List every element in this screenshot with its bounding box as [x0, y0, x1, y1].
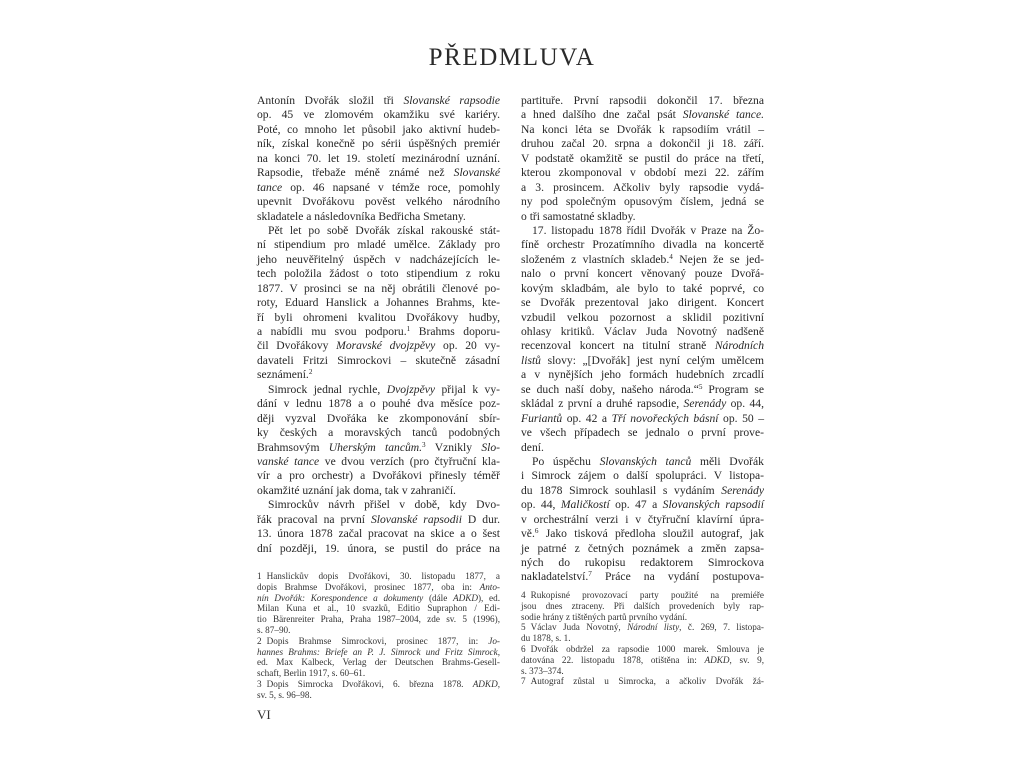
text-run: Hanslickův dopis Dvořákovi, 30. listopadu 1877, a — [266, 571, 500, 581]
footnote-number: 2 — [257, 635, 262, 646]
text-line — [521, 267, 764, 281]
italic-text-run: Dvojzpěvy — [386, 382, 436, 396]
text-run: dní později, 19. února, se pustil do práce na — [257, 541, 500, 555]
text-line — [521, 253, 764, 267]
text-line — [521, 296, 764, 310]
text-run: davateli Fritzi Simrockovi – skutečně zásadní — [257, 353, 500, 367]
italic-text-run: vanské tance — [257, 454, 320, 468]
footnote-number: 5 — [521, 622, 526, 633]
text-run: Po úspěchu — [532, 454, 600, 468]
text-line — [257, 123, 500, 137]
text-run: měli Dvořák — [691, 454, 764, 468]
text-run: ději vyzval Dvořáka ke zkomponování sbír- — [257, 411, 500, 425]
text-line — [257, 311, 500, 325]
text-run: schaft, Berlin 1917, s. 60–61. — [257, 668, 366, 679]
footnote — [257, 679, 500, 701]
text-line — [257, 94, 500, 108]
text-run: op. 44, — [521, 498, 561, 512]
text-run: Simrockův návrh přišel v době, kdy Dvo- — [268, 498, 500, 512]
italic-text-run: Moravské dvojzpěvy — [336, 339, 436, 353]
text-line — [257, 527, 500, 541]
text-line — [257, 195, 500, 209]
text-line — [521, 383, 764, 397]
text-run: ní stipendium pro mladé umělce. Základy pro — [257, 238, 500, 252]
text-line — [521, 455, 764, 469]
italic-text-run: nín Dvořák: Korespondence a dokumenty — [257, 592, 424, 603]
text-run: op. 20 vy- — [435, 339, 500, 353]
text-run: Milan Kuna et al., 10 svazků, Editio Supraphon / Edi- — [257, 603, 500, 614]
footnote — [257, 636, 500, 679]
italic-text-run: ADKD, — [472, 678, 500, 689]
text-run: dení. — [521, 440, 544, 454]
italic-text-run: Furiantů — [521, 411, 563, 425]
text-run: slovy: „[Dvořák] jest nyní celým umělcem — [540, 353, 764, 367]
footnote-reference: 3 — [422, 440, 426, 449]
footnote-reference: 4 — [669, 252, 673, 261]
paragraph — [521, 94, 764, 224]
text-line — [257, 441, 500, 455]
footnote-line — [521, 655, 764, 666]
text-line — [257, 383, 500, 397]
text-line — [257, 325, 500, 339]
text-run: ník, získal konečně po sérii úspěšných premiér — [257, 137, 500, 151]
footnote-line — [521, 612, 764, 623]
text-run: ky českých a moravských tanců podobných — [257, 426, 500, 440]
text-line — [521, 412, 764, 426]
text-line — [521, 108, 764, 122]
footnote-reference: 1 — [406, 325, 411, 334]
footnote-line — [521, 622, 764, 633]
text-line — [521, 152, 764, 166]
footnote-number: 7 — [521, 676, 526, 687]
text-run: datována 22. listopadu 1878, otištěna in: — [521, 654, 705, 665]
text-line — [257, 282, 500, 296]
text-run: složeném z vlastních skladeb. — [521, 252, 670, 266]
text-run: Dopis Simrocka Dvořákovi, 6. března 1878. — [266, 678, 473, 689]
text-run: druhou začal 20. srpna a dokončil ji 18. září. — [521, 137, 764, 151]
footnote-line — [257, 668, 500, 679]
footnote-reference: 6 — [534, 527, 539, 536]
text-run: vě. — [521, 527, 535, 541]
text-run: roty, Eduard Hanslick a Johannes Brahms, kte- — [257, 296, 500, 310]
text-run: V podstatě okamžitě se pustil do práce na třetí, — [521, 151, 764, 165]
text-line — [257, 267, 500, 281]
footnote — [257, 571, 500, 636]
footnote — [521, 676, 764, 687]
text-run: fíně orchestr Prozatímního divadla na koncertě — [521, 238, 764, 252]
text-line — [257, 238, 500, 252]
text-line — [521, 527, 764, 541]
text-run: dání v lednu 1878 a o pouhé dva měsíce poz- — [257, 397, 500, 411]
paragraph — [257, 383, 500, 499]
text-run: se duch naší doby, našeho národa.“ — [521, 382, 699, 396]
text-run: sv. 5, s. 96–98. — [257, 689, 312, 700]
italic-text-run: hannes Brahms: Briefe an P. J. Simrock und Fritz Simrock, — [257, 646, 500, 657]
text-line — [521, 210, 764, 224]
text-run: Dopis Brahmse Simrockovi, prosinec 1877, in: — [266, 635, 489, 646]
footnote-number: 1 — [257, 571, 262, 581]
footnotes-left-column — [257, 571, 500, 701]
text-run: 17. listopadu 1878 řídil Dvořák v Praze na Žo- — [532, 223, 764, 237]
text-line — [521, 542, 764, 556]
text-line — [521, 311, 764, 325]
footnote-line — [257, 657, 500, 668]
footnote-line — [257, 571, 500, 582]
text-run: tech položila žádost o toto stipendium z roku — [257, 267, 500, 281]
text-run: jeho neuvěřitelný úspěch v nadcházejících le- — [257, 252, 500, 266]
text-run: 1877. V prosinci se na něj obrátili členové po- — [257, 281, 500, 295]
footnote-reference: 5 — [698, 382, 703, 391]
text-line — [257, 253, 500, 267]
text-run: Na konci léta se Dvořák k rapsodiím vrátil – — [521, 122, 764, 136]
text-run: a hned dalšího dne začal psát — [521, 108, 683, 122]
text-run: se Dvořák prezentoval jako dirigent. Koncert — [521, 296, 764, 310]
paragraph — [521, 455, 764, 585]
text-run: Program se — [702, 382, 764, 396]
text-run: ), ed. — [478, 592, 500, 603]
footnote-line — [521, 676, 764, 687]
text-line — [257, 210, 500, 224]
text-line — [257, 484, 500, 498]
paragraph — [257, 498, 500, 556]
footnote-line — [521, 666, 764, 677]
footnote-line — [257, 603, 500, 614]
footnote-line — [521, 633, 764, 644]
text-run: kterou zkomponoval v období mezi 22. zářím — [521, 166, 764, 180]
text-run: ří byli ohromeni kvalitou Dvořákovy hudby, — [257, 310, 500, 324]
text-line — [521, 94, 764, 108]
text-run: Dvořák obdržel za rapsodie 1000 marek. Smlouva je — [530, 643, 764, 654]
text-line — [257, 542, 500, 556]
page-number: VI — [257, 707, 271, 722]
footnote-line — [257, 582, 500, 593]
text-run: řák pracoval na první — [257, 512, 371, 526]
text-line — [521, 354, 764, 368]
italic-text-run: Slovanské tance. — [682, 108, 764, 122]
footnote-number: 6 — [521, 643, 526, 654]
text-run: přijal k vy- — [435, 382, 500, 396]
footnote-number: 4 — [521, 590, 526, 600]
text-run: Autograf zůstal u Simrocka, a ačkoliv Dvořák žá- — [530, 676, 764, 687]
footnote — [521, 644, 764, 676]
text-line — [257, 339, 500, 353]
text-run: op. 45 ve zlomovém okamžiku své kariéry. — [257, 108, 500, 122]
italic-text-run: Národní listy — [627, 622, 680, 633]
text-line — [257, 498, 500, 512]
text-run: v orchestrální verzi i v čtyřruční klavírní úpra- — [521, 512, 764, 526]
text-run: na konci 70. let 19. století mezinárodní uznání. — [257, 151, 500, 165]
text-line — [521, 123, 764, 137]
text-line — [257, 152, 500, 166]
text-line — [521, 166, 764, 180]
italic-text-run: Slovanských tanců — [599, 454, 692, 468]
text-run: nakladatelství. — [521, 570, 589, 584]
text-run: jsou dnes ztraceny. Při dalších provedeních byly rap- — [521, 600, 764, 611]
text-line — [257, 426, 500, 440]
text-line — [521, 426, 764, 440]
text-run: Rukopisné provozovací party použité na premiéře — [530, 590, 764, 600]
text-line — [257, 224, 500, 238]
text-line — [521, 498, 764, 512]
text-run: ed. Max Kalbeck, Verlag der Deutschen Brahms-Gesell- — [257, 657, 500, 668]
italic-text-run: ADKD — [704, 654, 730, 665]
text-run: , sv. 9, — [729, 654, 764, 665]
italic-text-run: ADKD — [452, 592, 478, 603]
footnote-line — [257, 647, 500, 658]
text-line — [521, 556, 764, 570]
text-run: ve dvou verzích (pro čtyřruční kla- — [319, 454, 500, 468]
text-run: kovým skladbám, ale bylo to také poprvé, co — [521, 281, 764, 295]
text-run: du 1878, s. 1. — [521, 633, 571, 644]
italic-text-run: Tří novořeckých básní — [611, 411, 719, 425]
text-run: s. 87–90. — [257, 624, 291, 635]
text-run: Práce na vydání postupova- — [591, 570, 764, 584]
text-line — [257, 296, 500, 310]
italic-text-run: listů — [521, 353, 541, 367]
footnote-reference: 2 — [308, 368, 313, 377]
paragraph — [521, 224, 764, 455]
text-run: recenzoval koncert na titulní straně — [521, 339, 715, 353]
text-run: Jako tisková předloha sloužil autograf, jak — [538, 527, 764, 541]
text-run: Simrock jednal rychle, — [268, 382, 387, 396]
text-line — [521, 195, 764, 209]
italic-text-run: Serenády — [683, 397, 727, 411]
body-right-column — [521, 94, 764, 585]
text-line — [521, 368, 764, 382]
italic-text-run: Slo- — [481, 440, 500, 454]
text-run: Pět let po sobě Dvořák získal rakouské stát- — [268, 223, 500, 237]
footnote-line — [521, 601, 764, 612]
footnote-line — [257, 593, 500, 604]
paragraph — [257, 224, 500, 383]
text-run: o tři samostatné skladby. — [521, 209, 636, 223]
italic-text-run: Maličkostí — [560, 498, 610, 512]
footnote-line — [521, 644, 764, 655]
text-line — [521, 325, 764, 339]
text-run: ných do rukopisu redaktorem Simrockova — [521, 556, 764, 569]
text-line — [521, 570, 764, 584]
italic-text-run: Slovanské rapsodie — [403, 94, 500, 107]
text-run: skladatele a následovníka Bedřicha Smetany. — [257, 209, 466, 223]
text-run: Nejen že se jed- — [672, 252, 764, 266]
page-title: PŘEDMLUVA — [428, 44, 596, 71]
italic-text-run: Slovanské rapsodii — [370, 512, 462, 526]
text-run: du 1878 Simrock souhlasil s vydáním — [521, 483, 722, 497]
footnote-reference: 7 — [588, 570, 592, 579]
footnote — [521, 622, 764, 644]
text-line — [257, 513, 500, 527]
text-run: op. 42 a — [562, 411, 612, 425]
footnote-line — [257, 636, 500, 647]
text-run: i Simrock zájem o další spolupráci. V listopa- — [521, 469, 764, 483]
text-run: čil Dvořákovy — [257, 339, 337, 353]
footnote-line — [257, 690, 500, 701]
text-run: D dur. — [461, 512, 500, 526]
text-run: ve všech případech se jednalo o první prove- — [521, 426, 764, 440]
text-run: ny pod společným opusovým číslem, jedná se — [521, 195, 764, 209]
text-line — [521, 224, 764, 238]
text-run: op. 44, — [726, 397, 764, 411]
text-line — [257, 469, 500, 483]
footnote-number: 3 — [257, 678, 262, 689]
text-run: a 3. prosincem. Ačkoliv byly rapsodie vydá- — [521, 180, 764, 194]
text-run: dopis Brahmse Dvořákovi, prosinec 1877, oba in: — [257, 581, 480, 592]
footnote-line — [257, 679, 500, 690]
text-line — [521, 238, 764, 252]
text-run: okamžité uznání jak doma, tak v zahraničí. — [257, 483, 456, 497]
footnote-line — [257, 614, 500, 625]
footnote-line — [257, 625, 500, 636]
text-line — [521, 282, 764, 296]
italic-text-run: Uherským tancům. — [328, 440, 423, 454]
text-line — [257, 397, 500, 411]
text-run: Brahmsovým — [257, 440, 329, 454]
text-line — [521, 339, 764, 353]
text-run: , č. 269, 7. listopa- — [679, 622, 764, 633]
text-run: upevnit Dvořákovu pověst velkého národního — [257, 195, 500, 209]
text-run: ohlasy kritiků. Václav Juda Novotný nadšeně — [521, 325, 764, 338]
text-run: vzbudil velkou pozornost a sklidil pozitivní — [521, 310, 764, 324]
footnotes-right-column — [521, 590, 764, 687]
text-line — [521, 441, 764, 455]
text-line — [257, 166, 500, 180]
text-line — [521, 469, 764, 483]
text-line — [521, 484, 764, 498]
paragraph — [257, 94, 500, 224]
text-run: op. 46 napsané v témže roce, pomohly — [282, 180, 500, 194]
italic-text-run: Jo- — [488, 635, 500, 646]
text-run: a nabídli mu svou podporu. — [257, 325, 407, 338]
text-line — [257, 137, 500, 151]
text-run: a v nynějších jeho formách hudebních zrcadlí — [521, 368, 764, 382]
text-run: Rapsodie, třebaže méně známé než — [257, 166, 454, 180]
text-run: skládal z první a druhé rapsodie, — [521, 397, 684, 411]
footnote — [521, 590, 764, 622]
italic-text-run: Slovanských rapsodií — [662, 498, 765, 512]
text-run: je patrné z četných poznámek a změn zapsa- — [521, 541, 764, 555]
text-run: Brahms doporu- — [410, 325, 500, 338]
italic-text-run: Serenády — [721, 483, 764, 497]
italic-text-run: Anto- — [479, 581, 500, 592]
body-left-column — [257, 94, 500, 556]
text-run: (dále — [423, 592, 453, 603]
text-line — [521, 513, 764, 527]
italic-text-run: Národních — [714, 339, 764, 353]
text-run: seznámení. — [257, 368, 309, 382]
text-line — [257, 455, 500, 469]
footnote-line — [521, 590, 764, 601]
text-line — [257, 354, 500, 368]
text-run: s. 373–374. — [521, 665, 564, 676]
italic-text-run: Slovanské — [453, 166, 500, 180]
text-run: Antonín Dvořák složil tři — [257, 94, 404, 107]
text-line — [257, 368, 500, 382]
text-run: Poté, co mnoho let působil jako aktivní hudeb- — [257, 122, 500, 136]
text-line — [257, 108, 500, 122]
text-line — [257, 412, 500, 426]
text-run: sodie hrány z tištěných partů prvního vydání. — [521, 611, 688, 622]
text-run: partituře. První rapsodii dokončil 17. března — [521, 94, 764, 107]
text-run: op. 47 a — [609, 498, 663, 512]
text-line — [521, 181, 764, 195]
text-run: Václav Juda Novotný, — [530, 622, 628, 633]
text-run: tio Bärenreiter Praha, Praha 1987–2004, zde sv. 5 (1996), — [257, 614, 500, 625]
text-run: 13. února 1878 začal pracovat na skice a o šest — [257, 527, 500, 541]
text-run: Vznikly — [425, 440, 482, 454]
text-line — [257, 181, 500, 195]
text-run: vír a pro orchestr) a Dvořákovi přinesly téměř — [257, 469, 500, 483]
text-run: nalo o první koncert věnovaný pouze Dvořá- — [521, 267, 764, 281]
text-run: op. 50 – — [718, 411, 765, 425]
italic-text-run: tance — [257, 180, 283, 194]
text-line — [521, 137, 764, 151]
text-line — [521, 397, 764, 411]
